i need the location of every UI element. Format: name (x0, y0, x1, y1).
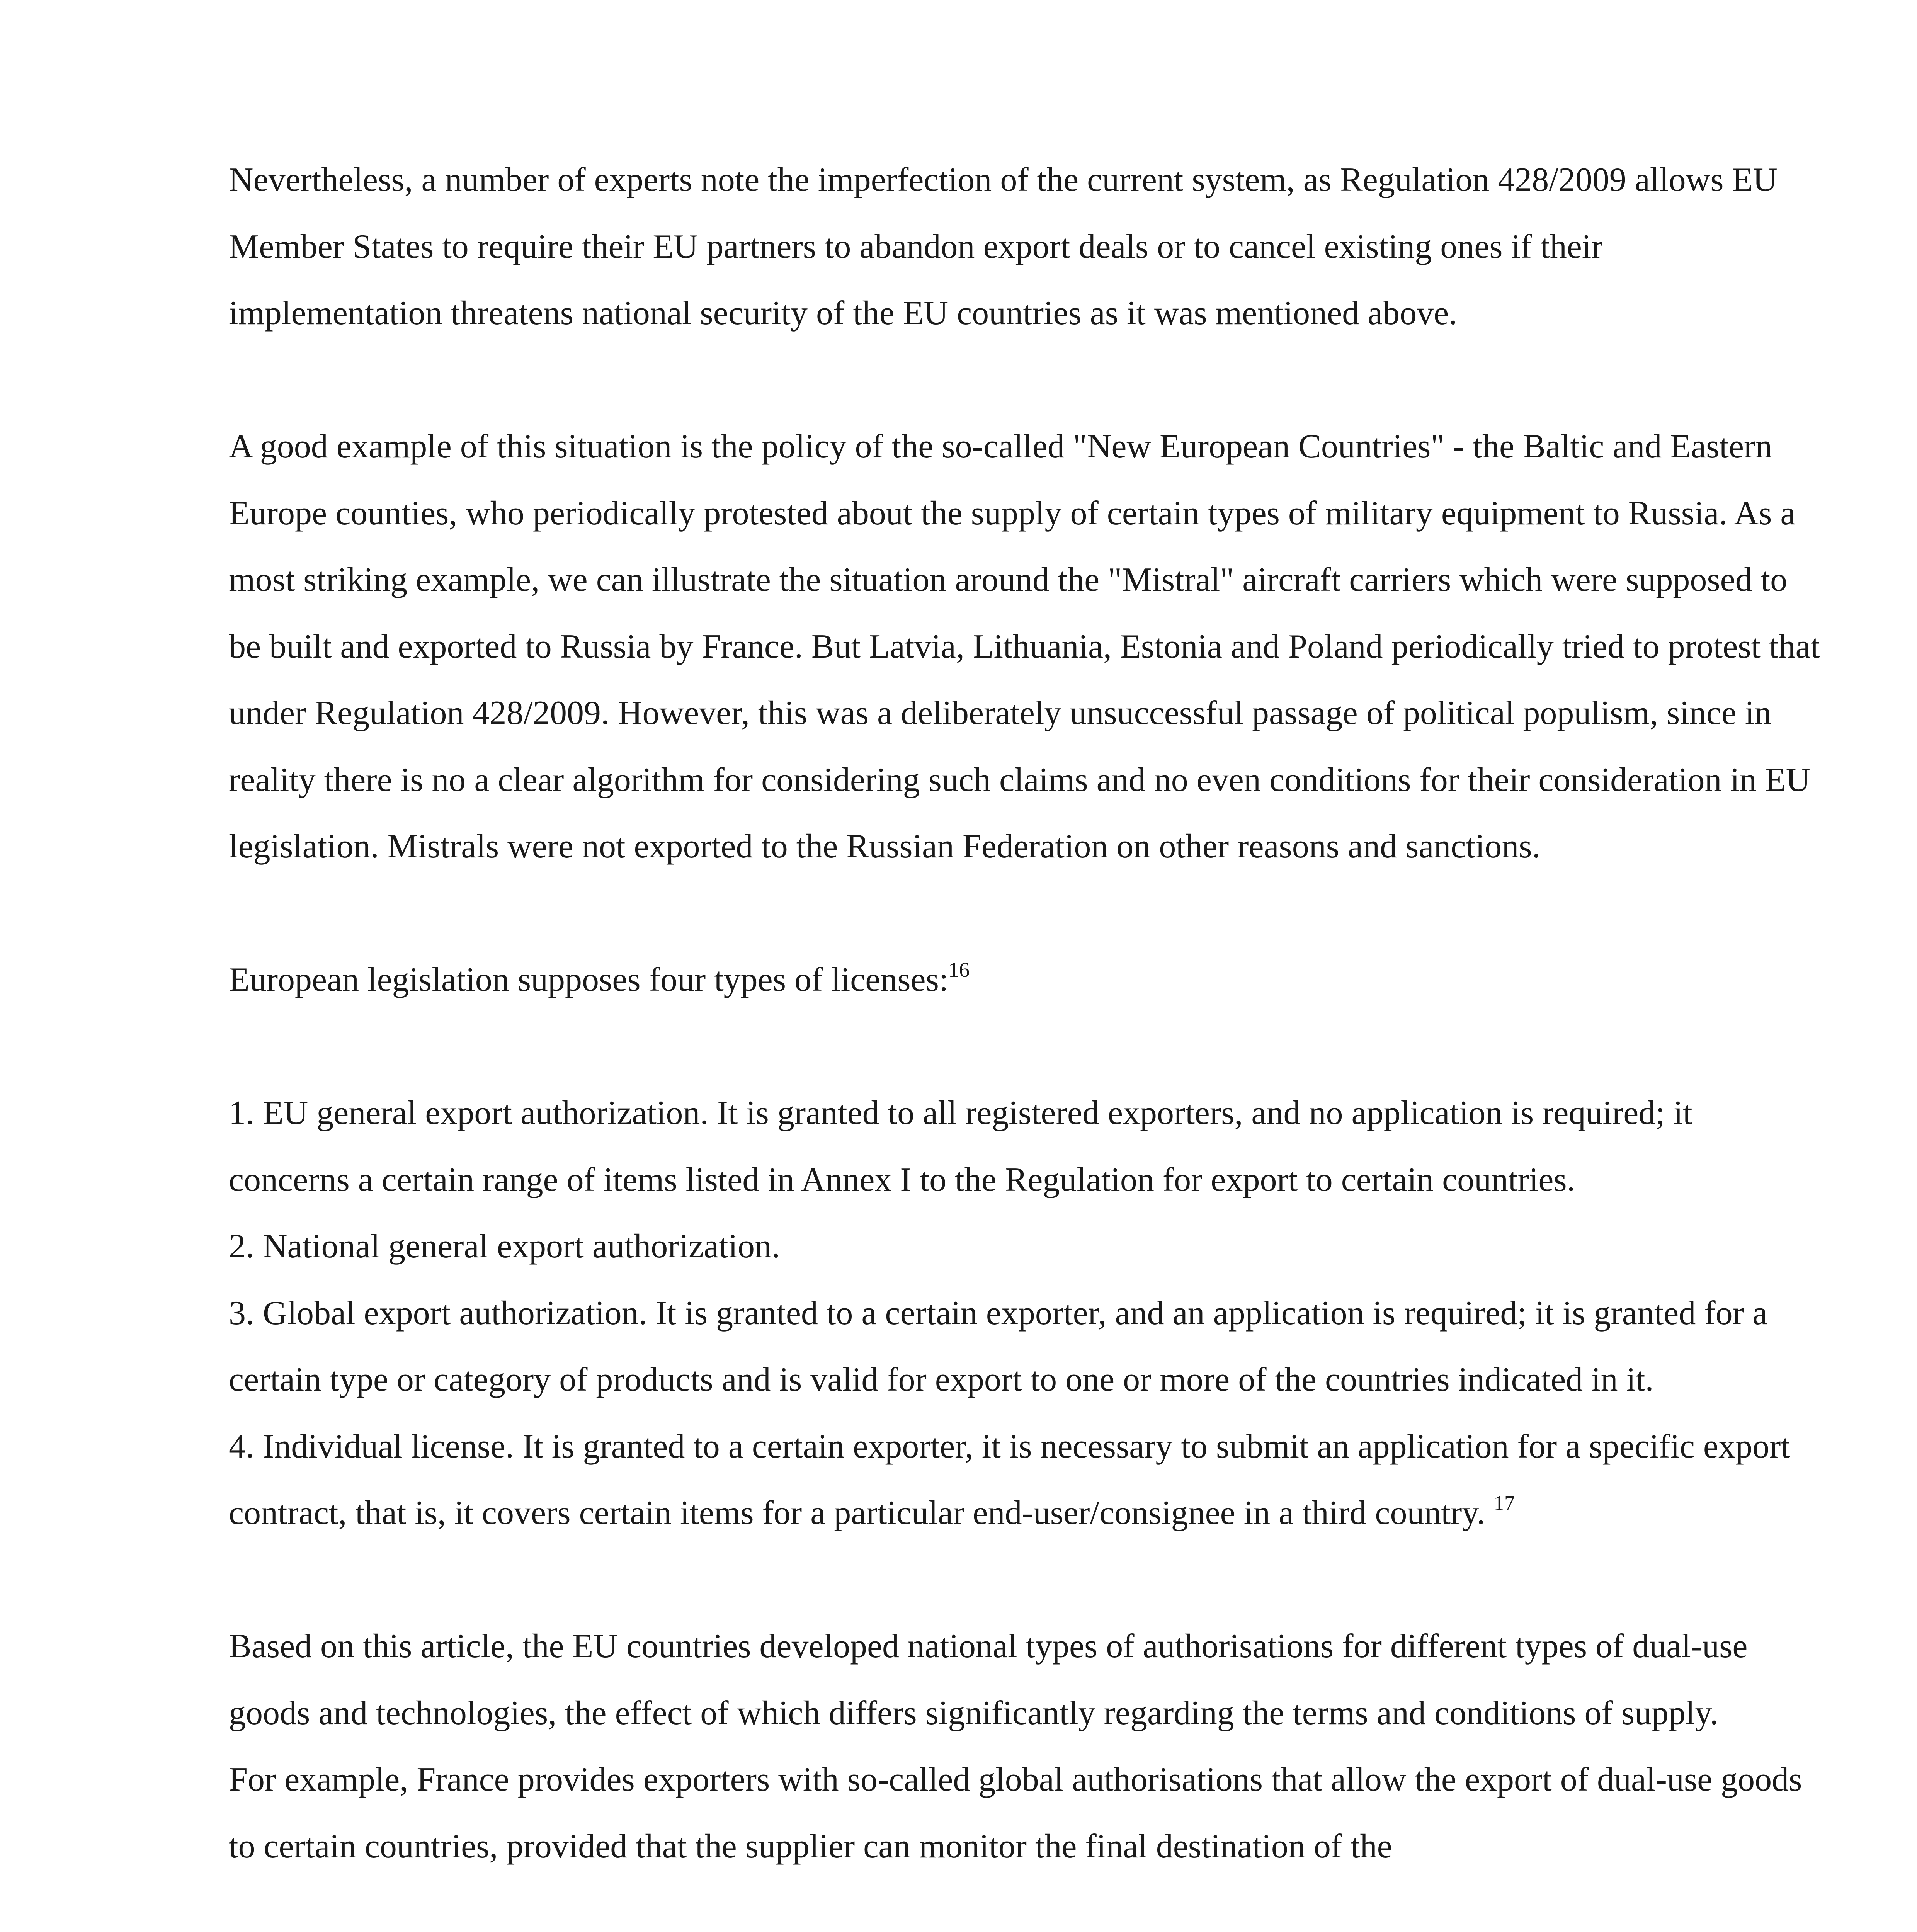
list-item-global-authorization: 3. Global export authorization. It is granted to a certain exporter, and an application is required; it is granted for a certain type or category of products and is valid for export to one or more of the countries indicated in it. (229, 1294, 1767, 1398)
list-item-eu-general-authorization: 1. EU general export authorization. It is granted to all registered exporters, and no application is required; it concerns a certain range of items listed in Annex I to the Regulation for export to certain countries. (229, 1094, 1692, 1199)
individual-license-text: 4. Individual license. It is granted to a certain exporter, it is necessary to submit an application for a specific export contract, that is, it covers certain items for a particular end-user/consignee in a third country. (229, 1427, 1790, 1532)
paragraph-france-example: For example, France provides exporters with so-called global authorisations that allow the export of dual-use goods to certain countries, provided that the supplier can monitor the final destination of the (229, 1761, 1802, 1865)
list-item-individual-license (229, 1413, 1821, 1547)
body-text (229, 147, 1821, 1880)
license-types-intro-text: European legislation supposes four types of licenses: (229, 961, 949, 998)
paragraph-regulation-imperfection: Nevertheless, a number of experts note the imperfection of the current system, as Regulation 428/2009 allows EU Member States to require their EU partners to abandon export deals or to cancel existing ones if their implementation threatens national security of the EU countries as it was mentioned above. (229, 161, 1778, 332)
paragraph-national-authorisations: Based on this article, the EU countries developed national types of authorisations for different types of dual-use goods and technologies, the effect of which differs significantly regarding the terms and conditions of supply. (229, 1628, 1748, 1732)
paragraph-spacer (229, 880, 1821, 947)
footnote-ref-16[interactable]: 16 (948, 957, 970, 981)
paragraph-spacer (229, 1014, 1821, 1080)
paragraph-spacer (229, 347, 1821, 414)
list-item-national-general-authorization: 2. National general export authorization. (229, 1228, 781, 1265)
footnote-ref-17[interactable]: 17 (1493, 1491, 1515, 1515)
paragraph-license-types-intro (229, 947, 1821, 1014)
paragraph-spacer (229, 1547, 1821, 1614)
paragraph-mistral-example: A good example of this situation is the policy of the so-called "New European Countries" - the Baltic and Eastern Europe counties, who periodically protested about the supply of certain types of military equipment to Russia. As a most striking example, we can illustrate the situation around the "Mistral" aircraft carriers which were supposed to be built and exported to Russia by France. But Latvia, Lithuania, Estonia and Poland periodically tried to protest that under Regulation 428/2009. However, this was a deliberately unsuccessful passage of political populism, since in reality there is no a clear algorithm for considering such claims and no even conditions for their consideration in EU legislation. Mistrals were not exported to the Russian Federation on other reasons and sanctions. (229, 428, 1820, 865)
